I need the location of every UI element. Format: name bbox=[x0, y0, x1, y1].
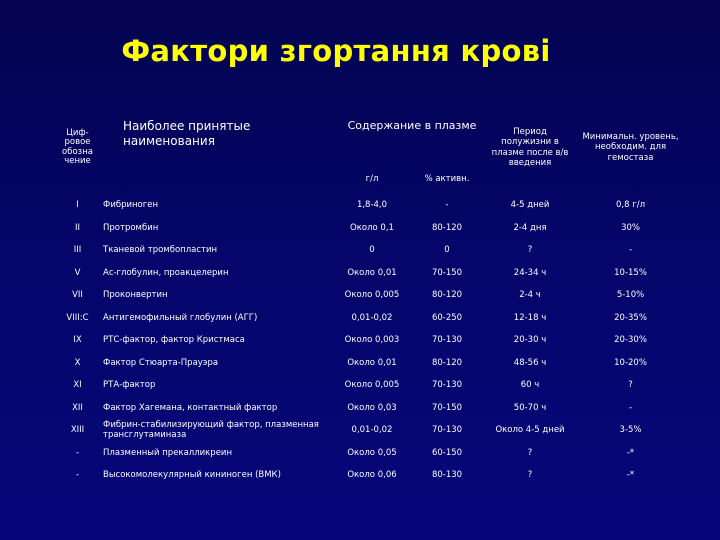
cell-half-life: 20-30 ч bbox=[513, 335, 547, 345]
cell-activity: 60-250 bbox=[431, 312, 463, 323]
cell-minimum: 0,8 г/л bbox=[616, 200, 645, 210]
cell-number: VIII:C bbox=[66, 312, 89, 323]
table-row bbox=[54, 374, 688, 397]
cell-half-life: 48-56 ч bbox=[513, 357, 547, 368]
cell-gl: 0,01-0,02 bbox=[351, 312, 393, 323]
cell-name: Фибриноген bbox=[103, 200, 159, 210]
coagulation-factors-table bbox=[54, 101, 688, 487]
cell-half-life: 24-34 ч bbox=[513, 267, 547, 278]
cell-minimum: 5-10% bbox=[616, 290, 645, 300]
cell-gl: Около 0,03 bbox=[347, 402, 397, 413]
cell-number: XII bbox=[72, 402, 83, 413]
header-minimum: Минимальн. уровень, необходим. для гемостаза bbox=[582, 131, 679, 163]
cell-activity: 0 bbox=[444, 245, 450, 255]
header-plasma: Содержание в плазме bbox=[347, 119, 477, 132]
cell-minimum: 20-35% bbox=[614, 312, 647, 323]
cell-name: Фактор Стюарта-Прауэра bbox=[103, 357, 219, 368]
header-name-text: Наиболее принятые наименования bbox=[123, 119, 251, 148]
cell-half-life: 2-4 дня bbox=[513, 222, 547, 233]
cell-number: V bbox=[74, 267, 81, 278]
cell-gl: Около 0,005 bbox=[344, 380, 400, 390]
cell-number: VII bbox=[72, 290, 83, 300]
cell-gl: 0,01-0,02 bbox=[351, 425, 393, 435]
cell-half-life: Около 4-5 дней bbox=[495, 425, 565, 435]
cell-number: IX bbox=[73, 335, 82, 345]
cell-half-life: 12-18 ч bbox=[513, 312, 547, 323]
table-row bbox=[54, 217, 688, 240]
cell-number: XIII bbox=[70, 425, 85, 435]
cell-number: XI bbox=[73, 380, 82, 390]
cell-activity: 70-150 bbox=[431, 267, 463, 278]
cell-number: II bbox=[74, 222, 80, 233]
table-row bbox=[54, 419, 688, 442]
cell-name: Плазменный прекалликреин bbox=[103, 447, 233, 458]
cell-number: - bbox=[75, 447, 80, 458]
cell-minimum: - bbox=[628, 402, 633, 413]
cell-activity: 60-150 bbox=[431, 447, 463, 458]
cell-half-life: ? bbox=[527, 447, 533, 458]
cell-minimum: 10-15% bbox=[614, 267, 647, 278]
cell-activity: 70-130 bbox=[431, 380, 463, 390]
coagulation-factors-table-wrap bbox=[54, 101, 688, 487]
table-row bbox=[54, 194, 688, 217]
cell-half-life: ? bbox=[527, 470, 533, 480]
cell-gl: Около 0,05 bbox=[347, 447, 397, 458]
cell-minimum: -* bbox=[626, 447, 635, 458]
header-gl: г/л bbox=[365, 173, 379, 184]
cell-activity: 80-130 bbox=[431, 470, 463, 480]
cell-gl: Около 0,1 bbox=[350, 222, 394, 233]
cell-activity: 70-130 bbox=[431, 425, 463, 435]
cell-activity: 70-130 bbox=[431, 335, 463, 345]
cell-gl: Около 0,06 bbox=[347, 470, 397, 480]
cell-activity: 70-150 bbox=[431, 402, 463, 413]
cell-number: - bbox=[75, 470, 80, 480]
cell-gl: Около 0,005 bbox=[344, 290, 400, 300]
cell-gl: Около 0,01 bbox=[347, 357, 397, 368]
table-row bbox=[54, 397, 688, 420]
cell-minimum: -* bbox=[626, 470, 635, 480]
cell-gl: Около 0,01 bbox=[347, 267, 397, 278]
cell-minimum: 30% bbox=[621, 222, 640, 233]
cell-gl: 0 bbox=[369, 245, 375, 255]
cell-name: Фактор Хагемана, контактный фактор bbox=[103, 402, 278, 413]
table-row bbox=[54, 352, 688, 375]
cell-minimum: 20-30% bbox=[614, 335, 647, 345]
cell-minimum: 3-5% bbox=[619, 425, 642, 435]
cell-name: Антигемофильный глобулин (АГГ) bbox=[103, 312, 258, 323]
header-activity: % активн. bbox=[424, 173, 470, 184]
table-row bbox=[54, 442, 688, 465]
header-row-main bbox=[54, 101, 688, 164]
cell-activity: - bbox=[445, 200, 449, 210]
cell-half-life: 4-5 дней bbox=[510, 200, 550, 210]
cell-name: Проконвертин bbox=[103, 290, 168, 300]
cell-activity: 80-120 bbox=[431, 290, 463, 300]
header-half-life: Период полужизни в плазме после в/в введения bbox=[491, 126, 569, 168]
cell-name: Высокомолекулярный кининоген (ВМК) bbox=[103, 470, 281, 480]
cell-minimum: - bbox=[628, 245, 633, 255]
cell-half-life: 2-4 ч bbox=[519, 290, 541, 300]
cell-number: III bbox=[73, 245, 82, 255]
table-row bbox=[54, 239, 688, 262]
table-row bbox=[54, 329, 688, 352]
cell-name: РТА-фактор bbox=[103, 380, 156, 390]
table-body bbox=[54, 194, 688, 487]
cell-gl: 1,8-4,0 bbox=[356, 200, 388, 210]
cell-name: РТС-фактор, фактор Кристмаса bbox=[103, 335, 245, 345]
cell-number: X bbox=[74, 357, 81, 368]
cell-minimum: 10-20% bbox=[614, 357, 647, 368]
cell-activity: 80-120 bbox=[431, 357, 463, 368]
cell-name: Тканевой тромбопластин bbox=[103, 245, 218, 255]
table-row bbox=[54, 284, 688, 307]
cell-name: Ас-глобулин, проакцелерин bbox=[103, 267, 229, 278]
header-number: Циф- ровое обозна чение bbox=[62, 127, 93, 166]
cell-gl: Около 0,003 bbox=[344, 335, 400, 345]
cell-half-life: 60 ч bbox=[520, 380, 540, 390]
header-name bbox=[101, 101, 337, 194]
cell-activity: 80-120 bbox=[431, 222, 463, 233]
cell-number: I bbox=[76, 200, 79, 210]
cell-minimum: ? bbox=[628, 380, 633, 390]
table-row bbox=[54, 307, 688, 330]
cell-name: Протромбин bbox=[103, 222, 159, 233]
table-row bbox=[54, 464, 688, 487]
cell-name: Фибрин-стабилизирующий фактор, плазменная трансглутаминаза bbox=[103, 419, 319, 441]
cell-half-life: ? bbox=[527, 245, 533, 255]
cell-half-life: 50-70 ч bbox=[513, 402, 547, 413]
slide-title: Фактори згортання крові bbox=[121, 34, 551, 68]
table-row bbox=[54, 262, 688, 285]
